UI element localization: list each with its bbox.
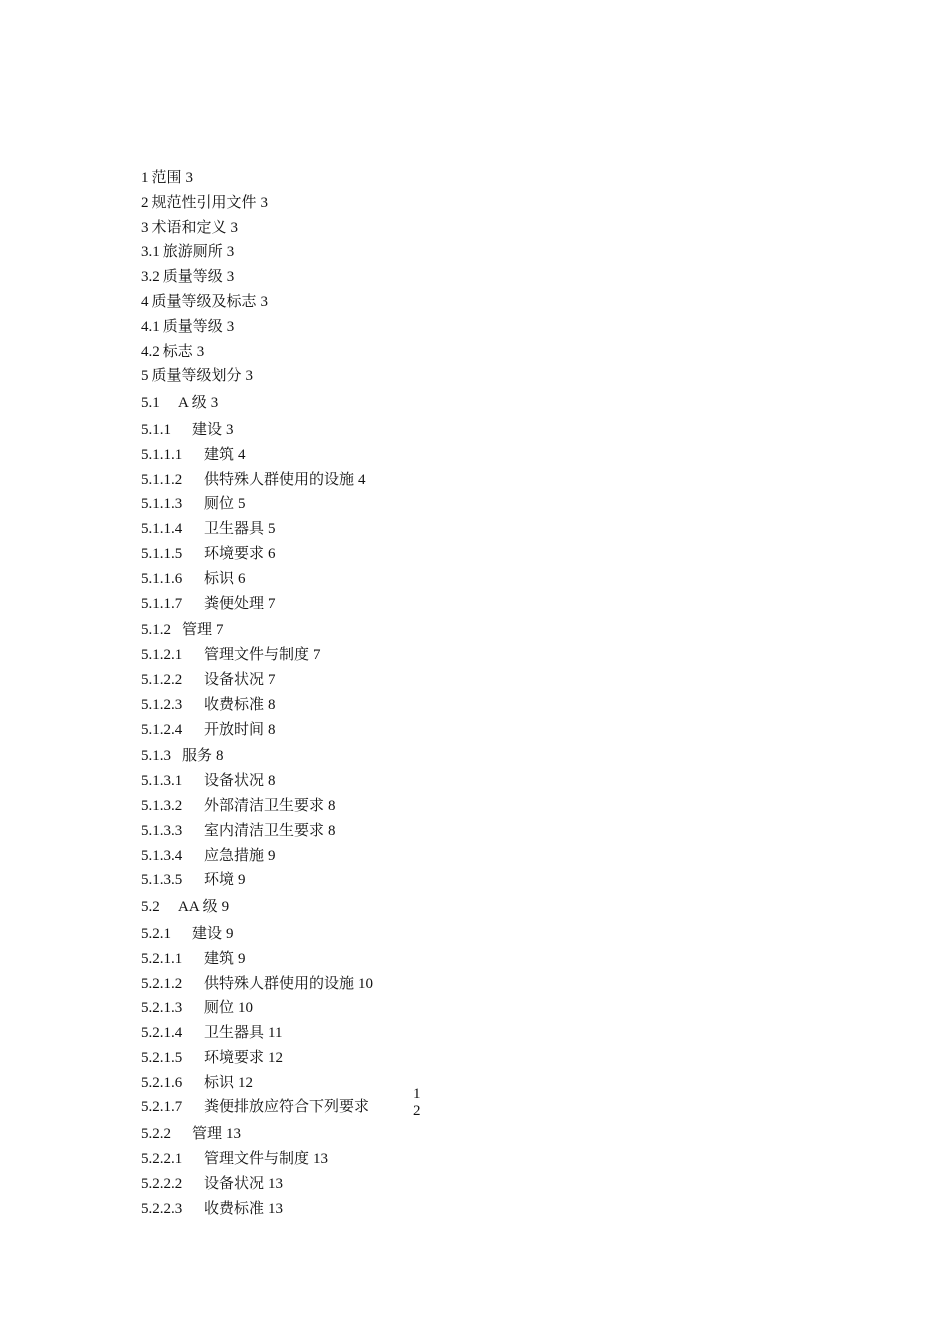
toc-entry-number: 5.2.1.1 xyxy=(141,950,183,967)
toc-entry[interactable] xyxy=(141,468,701,493)
toc-entry-page-number: 8 xyxy=(268,773,276,790)
toc-entry-page-number: 3 xyxy=(245,368,254,385)
toc-entry-page-number: 8 xyxy=(328,797,336,814)
toc-entry-number: 5.1.3.1 xyxy=(141,773,183,790)
toc-entry-title: 标识 xyxy=(204,570,235,587)
toc-entry-title: 供特殊人群使用的设施 xyxy=(204,975,355,992)
toc-entry-page-number: 8 xyxy=(328,822,336,839)
toc-entry-number: 1 xyxy=(141,170,149,186)
table-of-contents xyxy=(141,166,701,1221)
toc-entry-title: 设备状况 xyxy=(204,1175,265,1192)
toc-entry-page-number: 13 xyxy=(226,1126,242,1143)
toc-entry[interactable] xyxy=(141,315,701,340)
toc-entry-page-number: 3 xyxy=(226,421,234,438)
toc-entry-number: 3 xyxy=(141,219,149,236)
toc-entry-title: 设备状况 xyxy=(204,671,265,688)
toc-entry-page-number: 3 xyxy=(260,194,269,211)
toc-entry[interactable] xyxy=(141,972,701,997)
toc-entry-number: 3.2 xyxy=(141,269,160,286)
toc-entry-title: 管理文件与制度 xyxy=(204,647,310,664)
toc-entry-title: 室内清洁卫生要求 xyxy=(204,822,325,839)
toc-entry-title: 建设 xyxy=(192,421,223,438)
toc-entry-page-number: 8 xyxy=(268,721,276,738)
toc-entry-number: 5.1.2.1 xyxy=(141,647,183,664)
toc-entry-number: 5.1.1.1 xyxy=(141,446,183,463)
toc-entry[interactable] xyxy=(141,769,701,794)
toc-entry[interactable] xyxy=(141,1086,701,1120)
toc-entry-page-number: 3 xyxy=(185,170,194,186)
toc-entry-number: 5.1.3.3 xyxy=(141,822,183,839)
toc-entry-title: 外部清洁卫生要求 xyxy=(204,797,325,814)
toc-entry-number: 5.1.2.4 xyxy=(141,721,183,738)
toc-entry-title: 管理文件与制度 xyxy=(204,1151,310,1168)
toc-entry-page-number: 3 xyxy=(226,244,235,261)
toc-entry[interactable] xyxy=(141,1172,701,1197)
toc-entry[interactable] xyxy=(141,592,701,617)
toc-entry-title: 粪便排放应符合下列要求 xyxy=(204,1099,370,1116)
toc-entry-number: 5 xyxy=(141,368,149,385)
toc-entry-number: 4.1 xyxy=(141,318,160,335)
toc-entry-page-number: 7 xyxy=(216,622,224,639)
toc-entry-page-number: 9 xyxy=(238,950,246,967)
toc-entry-title: 管理 xyxy=(192,1126,223,1143)
toc-entry-number: 5.2.2 xyxy=(141,1126,171,1143)
toc-entry-number: 5.1.2.3 xyxy=(141,696,183,713)
toc-entry[interactable] xyxy=(141,1197,701,1222)
toc-entry-number: 5.2 xyxy=(141,899,160,916)
toc-entry[interactable] xyxy=(141,340,701,365)
toc-entry[interactable] xyxy=(141,492,701,517)
toc-entry-number: 5.1.3.5 xyxy=(141,872,183,889)
toc-entry[interactable] xyxy=(141,794,701,819)
toc-entry[interactable] xyxy=(141,895,701,920)
toc-entry-title: 质量等级 xyxy=(162,269,223,286)
toc-entry-number: 5.2.2.2 xyxy=(141,1175,183,1192)
toc-entry-page-number: 7 xyxy=(268,671,276,688)
toc-entry[interactable] xyxy=(141,693,701,718)
toc-entry-title: 管理 xyxy=(182,622,213,639)
toc-entry-page-number: 5 xyxy=(238,496,246,513)
toc-entry[interactable] xyxy=(141,391,701,416)
toc-entry[interactable] xyxy=(141,844,701,869)
toc-entry-title: A 级 xyxy=(178,395,207,412)
toc-entry-number: 5.1.3 xyxy=(141,748,171,765)
toc-entry-page-number: 9 xyxy=(226,925,234,942)
toc-entry-number: 5.1.3.4 xyxy=(141,847,183,864)
toc-entry-number: 5.1.1.6 xyxy=(141,570,183,587)
toc-entry[interactable] xyxy=(141,1021,701,1046)
toc-entry-title: 规范性引用文件 xyxy=(151,194,257,211)
toc-entry[interactable] xyxy=(141,216,701,241)
toc-entry-page-number: 13 xyxy=(268,1200,284,1217)
toc-entry-number: 5.2.1.5 xyxy=(141,1049,183,1066)
toc-entry-page-number: 4 xyxy=(358,471,366,488)
toc-entry[interactable] xyxy=(141,996,701,1021)
toc-entry-title: 开放时间 xyxy=(204,721,265,738)
toc-entry-title: 收费标准 xyxy=(204,1200,265,1217)
toc-entry-number: 5.2.1.3 xyxy=(141,1000,183,1017)
toc-entry-title: 旅游厕所 xyxy=(162,244,223,261)
toc-entry-title: 标志 xyxy=(162,343,193,360)
toc-entry-number: 4 xyxy=(141,293,149,310)
toc-entry[interactable] xyxy=(141,618,701,643)
toc-entry[interactable] xyxy=(141,364,701,389)
toc-entry-page-number: 10 xyxy=(238,1000,254,1017)
toc-entry[interactable] xyxy=(141,718,701,743)
toc-entry-page-number: 8 xyxy=(268,696,276,713)
toc-entry[interactable] xyxy=(141,191,701,216)
toc-entry[interactable] xyxy=(141,265,701,290)
toc-entry[interactable] xyxy=(141,744,701,769)
toc-entry[interactable] xyxy=(141,443,701,468)
toc-entry-number: 5.1.2 xyxy=(141,622,171,639)
toc-entry-title: 建筑 xyxy=(204,446,235,463)
toc-entry-number: 5.1.1.2 xyxy=(141,471,183,488)
toc-entry[interactable] xyxy=(141,819,701,844)
toc-entry[interactable] xyxy=(141,1147,701,1172)
toc-entry-page-number: 7 xyxy=(268,595,276,612)
toc-entry-page-number: 12 xyxy=(238,1074,254,1091)
toc-entry-page-number: 9 xyxy=(221,899,230,916)
toc-entry-number: 5.1.1.5 xyxy=(141,545,183,562)
toc-entry-title: 质量等级 xyxy=(162,318,223,335)
toc-entry-page-number: 8 xyxy=(216,748,224,765)
toc-entry[interactable] xyxy=(141,542,701,567)
toc-entry-title: 环境要求 xyxy=(204,545,265,562)
toc-entry-number: 5.1.1.3 xyxy=(141,496,183,513)
toc-entry-page-number: 3 xyxy=(226,269,235,286)
toc-entry-number: 4.2 xyxy=(141,343,160,360)
toc-entry-title: 建设 xyxy=(192,925,223,942)
toc-entry-number: 5.2.1 xyxy=(141,925,171,942)
toc-entry-title: 环境要求 xyxy=(204,1049,265,1066)
toc-entry-title: 质量等级及标志 xyxy=(151,293,257,310)
toc-entry[interactable] xyxy=(141,240,701,265)
toc-entry-page-number: 4 xyxy=(238,446,246,463)
toc-entry[interactable] xyxy=(141,166,701,191)
toc-entry-title: 范围 xyxy=(151,170,182,186)
toc-entry-page-number: 5 xyxy=(268,521,276,538)
toc-entry-title: 卫生器具 xyxy=(204,521,265,538)
toc-entry-title: 厕位 xyxy=(204,496,235,513)
page-number-line-1: 1 xyxy=(413,1086,421,1103)
toc-entry-title: 卫生器具 xyxy=(204,1025,265,1042)
toc-entry[interactable] xyxy=(141,947,701,972)
toc-entry-page-number xyxy=(413,1086,421,1120)
toc-entry-number: 5.1 xyxy=(141,395,160,412)
toc-entry-page-number: 10 xyxy=(358,975,374,992)
toc-entry-title: 质量等级划分 xyxy=(151,368,242,385)
toc-entry-title: 供特殊人群使用的设施 xyxy=(204,471,355,488)
toc-entry-number: 5.2.1.4 xyxy=(141,1025,183,1042)
page-number-line-2: 2 xyxy=(413,1103,421,1120)
toc-entry-title: 设备状况 xyxy=(204,773,265,790)
toc-entry-title: 厕位 xyxy=(204,1000,235,1017)
toc-entry-number: 3.1 xyxy=(141,244,160,261)
toc-entry[interactable] xyxy=(141,922,701,947)
toc-entry-page-number: 3 xyxy=(210,395,219,412)
toc-entry-number: 5.2.2.3 xyxy=(141,1200,183,1217)
toc-entry-page-number: 6 xyxy=(268,545,276,562)
toc-entry-page-number: 7 xyxy=(313,647,321,664)
toc-entry[interactable] xyxy=(141,1071,701,1096)
toc-entry-page-number: 9 xyxy=(268,847,276,864)
toc-entry-page-number: 13 xyxy=(268,1175,284,1192)
toc-entry[interactable] xyxy=(141,643,701,668)
toc-entry-title: 标识 xyxy=(204,1074,235,1091)
toc-entry[interactable] xyxy=(141,567,701,592)
toc-entry-number: 5.1.1.7 xyxy=(141,595,183,612)
toc-entry-page-number: 3 xyxy=(260,293,269,310)
toc-entry-title: 服务 xyxy=(182,748,213,765)
toc-entry[interactable] xyxy=(141,868,701,893)
toc-entry[interactable] xyxy=(141,418,701,443)
toc-entry-page-number: 3 xyxy=(230,219,239,236)
toc-entry[interactable] xyxy=(141,290,701,315)
toc-entry-page-number: 11 xyxy=(268,1025,283,1042)
toc-entry-number: 5.2.1.7 xyxy=(141,1099,183,1116)
toc-entry-number: 2 xyxy=(141,194,149,211)
toc-entry-page-number: 3 xyxy=(226,318,235,335)
toc-entry-title: 建筑 xyxy=(204,950,235,967)
toc-entry-title: 应急措施 xyxy=(204,847,265,864)
toc-entry[interactable] xyxy=(141,1046,701,1071)
toc-entry-number: 5.2.1.2 xyxy=(141,975,183,992)
toc-entry[interactable] xyxy=(141,1122,701,1147)
toc-entry-page-number: 13 xyxy=(313,1151,329,1168)
toc-entry-page-number: 12 xyxy=(268,1049,284,1066)
toc-entry-title: 粪便处理 xyxy=(204,595,265,612)
toc-entry[interactable] xyxy=(141,668,701,693)
toc-entry-page-number: 3 xyxy=(196,343,205,360)
toc-entry-page-number: 9 xyxy=(238,872,246,889)
toc-entry-number: 5.1.1 xyxy=(141,421,171,438)
toc-entry-number: 5.1.2.2 xyxy=(141,671,183,688)
toc-entry[interactable] xyxy=(141,517,701,542)
toc-entry-title: 收费标准 xyxy=(204,696,265,713)
toc-entry-title: 术语和定义 xyxy=(151,219,227,236)
toc-entry-title: AA 级 xyxy=(178,899,218,916)
toc-entry-page-number: 6 xyxy=(238,570,246,587)
toc-entry-number: 5.1.3.2 xyxy=(141,797,183,814)
toc-entry-number: 5.2.2.1 xyxy=(141,1151,183,1168)
toc-entry-title: 环境 xyxy=(204,872,235,889)
toc-entry-number: 5.2.1.6 xyxy=(141,1074,183,1091)
toc-entry-number: 5.1.1.4 xyxy=(141,521,183,538)
